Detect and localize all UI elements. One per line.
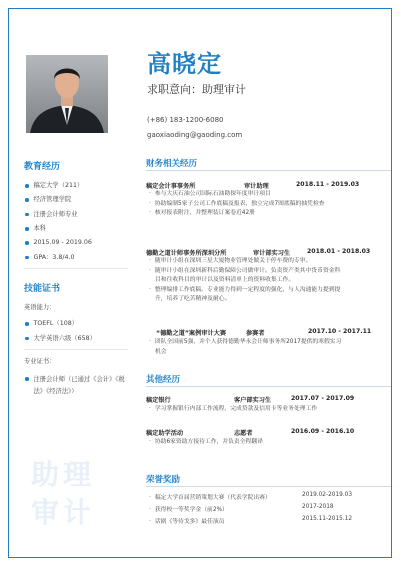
job-objective: 求职意向：助理审计	[147, 83, 246, 96]
bullet-dot-icon	[25, 198, 29, 202]
profile-photo	[26, 55, 108, 133]
bullet-dot-icon	[25, 184, 29, 188]
job-bullets: · 协助6家资助方接待工作，并负责全程翻译	[149, 438, 389, 448]
watermark-text: 审计	[31, 496, 96, 529]
bullet-dot-icon	[25, 322, 29, 326]
bullet-dot-icon	[25, 377, 29, 381]
bullet-dot-icon	[25, 337, 29, 341]
skills-title: 技能证书	[24, 284, 61, 295]
list-item: GPA：3.8/4.0	[24, 254, 128, 262]
bullet-dot-icon	[25, 241, 29, 245]
list-item: 经济管理学院	[24, 196, 128, 204]
list-item: 注册会计师专业	[24, 211, 128, 219]
phone-number: (+86) 183-1200-6080	[147, 116, 224, 124]
job-bullets: · 随审计小组在深圳三星大厦物业管理处做关于停车费的专审。 · 随审计小组在深圳新科后勤保障公司做审计。负责资产类其中货币资金科 目和往收科目的审计以及资料清单上的资料收集工作。 · 整理编排工作底稿。专业能力得到一定程度的强化，与人沟通能力提到提 升，培养了吃苦精神及耐心。	[149, 257, 389, 305]
list-item: 注册会计师（已通过《会计》《税法》《经济法》）	[24, 374, 128, 398]
watermark-text: 助理	[31, 458, 96, 491]
english-list	[24, 320, 128, 342]
list-item: 本科	[24, 225, 128, 233]
awards-section-title: 荣誉奖励	[146, 475, 181, 485]
bullet-dot-icon	[25, 256, 29, 260]
section-divider	[146, 486, 391, 487]
section-divider	[146, 170, 391, 171]
bullet-dot-icon	[25, 227, 29, 231]
list-item: 大学英语六级（658）	[24, 335, 128, 343]
candidate-name: 高晓定	[147, 50, 222, 78]
education-title: 教育经历	[24, 162, 61, 172]
pro-cert-list	[24, 374, 128, 398]
job-bullets: · 参与大庆石油公司国际石油勘探年度审计项目 · 协助编制5家子公司工作底稿及报表，独立完成7图底稿的抽凭检查 · 核对报表附注，并整理装订案卷近42册	[149, 190, 389, 219]
job-bullets: · 团队全国前5强，并个人获得德勤华永会计师事务所2017提供的寒假实习 机会	[149, 338, 389, 357]
finance-section-title: 财务相关经历	[146, 159, 198, 169]
education-list	[24, 182, 128, 262]
sidebar	[24, 159, 128, 404]
other-section-title: 其他经历	[146, 375, 181, 385]
english-label: 英语能力：	[24, 304, 56, 312]
list-item: 2015.09 - 2019.06	[24, 239, 128, 247]
list-item: 稿定大学（211）	[24, 182, 128, 190]
section-divider	[146, 386, 391, 387]
resume-page: 教育经历 稿定大学（211） 经济管理学院 注册会计师专业 本科 2015.09 - 2019.06 GPA：3.8/4.0 技能证书 英语能力： TOEFL（108） 大学英语六级（658） 专业证书： 注册会计师（已通过《会计》《税法》《经济法》） 助理 审计 高晓定 求职意向：助理审计 (+86) 183-1200-6080 gaoxiaoding@gaoding.com 财务相关经历 稿定会计事事务所 审计助理 2018.11 - 2019.03 · 参与大庆石油公司国际石油勘探年度审计项目 · 协助编制5家子公司工作底稿及报表，独立完成7图底稿的抽凭检查 · 核对报表附注，并整理装订案卷近42册 德勤之道计师事务所深圳分所 审计部实习生 2018.01 - 2018.03 · 随审计小组在深圳三星大厦物业管理处做关于停车费的专审。 · 随审计小组在深圳新科后勤保障公司做审计。负责资产类其中货币资金科 目和往收科目的审计以及资料清单上的资料收集工作。 · 整理编排工作底稿。专业能力得到一定程度的强化，与人沟通能力提到提 升，培养了吃苦精神及耐心。 “德勤之道”案例审计大赛 参赛者 2017.10 - 2017.11 · 团队全国前5强，并个人获得德勤华永会计师事务所2017提供的寒假实习 机会 其他经历 稿定银行 客户部实习生 2017.07 - 2017.09 · 学习掌握银行内部工作流程，完成贷款及信用卡等业务处理工作 稿定助学活动 志愿者 2016.09 - 2016.10 · 协助6家资助方接待工作，并负责全程翻译 荣誉奖励 · 稿定大学首届营销策划大赛（代表学院出赛） 2019.02-2019.03 · 获得校一等奖学金（前2%） 2017-2018 · 话剧《等待戈多》最佳演员 2015.11-2015.12	[8, 8, 392, 558]
bullet-dot-icon	[25, 213, 29, 217]
job-bullets: · 学习掌握银行内部工作流程，完成贷款及信用卡等业务处理工作	[149, 405, 389, 415]
divider	[24, 268, 128, 269]
pro-cert-label: 专业证书：	[24, 357, 56, 365]
email-address: gaoxiaoding@gaoding.com	[147, 131, 243, 139]
list-item: TOEFL（108）	[24, 320, 128, 328]
divider	[24, 349, 128, 350]
